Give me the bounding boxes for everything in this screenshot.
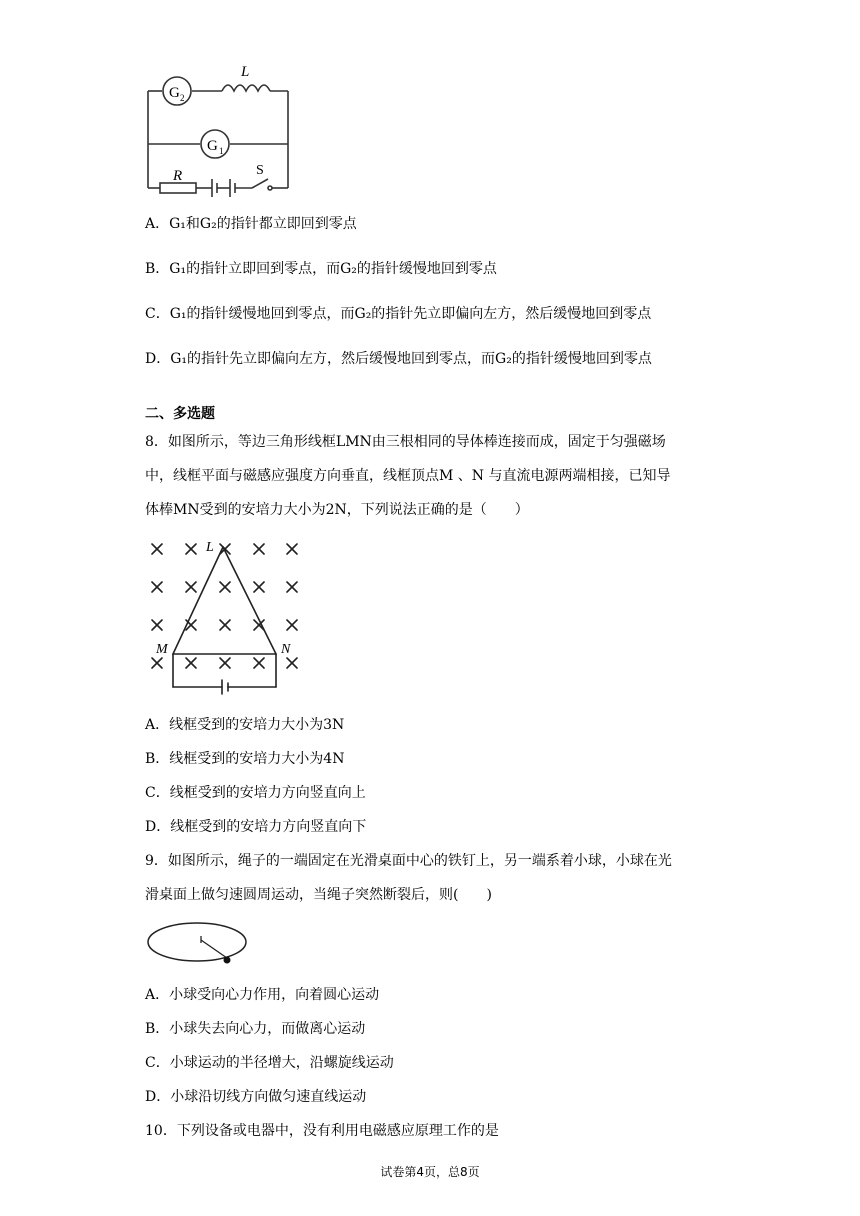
q7-option-a: A．G₁和G₂的指针都立即回到零点	[145, 216, 357, 232]
resistor-label: R	[173, 168, 183, 184]
q8-option-d: D．线框受到的安培力方向竖直向下	[145, 819, 367, 835]
g2-sub: 2	[180, 93, 185, 103]
g2-label: G	[169, 85, 180, 101]
circular-motion-diagram	[145, 918, 255, 968]
q10-stem-line1: 10．下列设备或电器中，没有利用电磁感应原理工作的是	[145, 1123, 499, 1139]
q9-option-c: C．小球运动的半径增大，沿螺旋线运动	[145, 1055, 394, 1071]
section-heading: 二、多选题	[145, 406, 215, 422]
q7-option-c: C．G₁的指针缓慢地回到零点，而G₂的指针先立即偏向左方，然后缓慢地回到零点	[145, 306, 652, 322]
g1-label: G	[207, 138, 218, 154]
q9-stem-line1: 9．如图所示，绳子的一端固定在光滑桌面中心的铁钉上，另一端系着小球，小球在光	[145, 853, 672, 869]
q8-option-a: A．线框受到的安培力大小为3N	[145, 717, 345, 733]
circuit-diagram	[140, 58, 300, 198]
q9-option-a: A．小球受向心力作用，向着圆心运动	[145, 987, 380, 1003]
q8-stem-line1: 8．如图所示，等边三角形线框LMN由三根相同的导体棒连接而成，固定于匀强磁场	[145, 434, 666, 450]
q8-stem-line3: 体棒MN受到的安培力大小为2N，下列说法正确的是（ ）	[145, 502, 529, 518]
switch-label: S	[256, 163, 264, 178]
q8-stem-line2: 中，线框平面与磁感应强度方向垂直，线框顶点M 、N 与直流电源两端相接，已知导	[145, 468, 671, 484]
q9-option-b: B．小球失去向心力，而做离心运动	[145, 1021, 366, 1037]
page-footer: 试卷第4页，总8页	[380, 1165, 480, 1179]
q8-option-c: C．线框受到的安培力方向竖直向上	[145, 785, 366, 801]
triangle-field-diagram	[145, 535, 305, 695]
vertex-l-label: L	[206, 540, 214, 555]
q9-stem-line2: 滑桌面上做匀速圆周运动，当绳子突然断裂后，则( )	[145, 887, 492, 903]
q7-option-d: D．G₁的指针先立即偏向左方，然后缓慢地回到零点，而G₂的指针缓慢地回到零点	[145, 351, 652, 367]
q9-option-d: D．小球沿切线方向做匀速直线运动	[145, 1089, 367, 1105]
q8-option-b: B．线框受到的安培力大小为4N	[145, 751, 345, 767]
g1-sub: 1	[219, 146, 224, 156]
vertex-n-label: N	[281, 642, 291, 657]
q7-option-b: B．G₁的指针立即回到零点，而G₂的指针缓慢地回到零点	[145, 261, 497, 277]
vertex-m-label: M	[156, 642, 168, 657]
inductor-label: L	[241, 64, 250, 80]
